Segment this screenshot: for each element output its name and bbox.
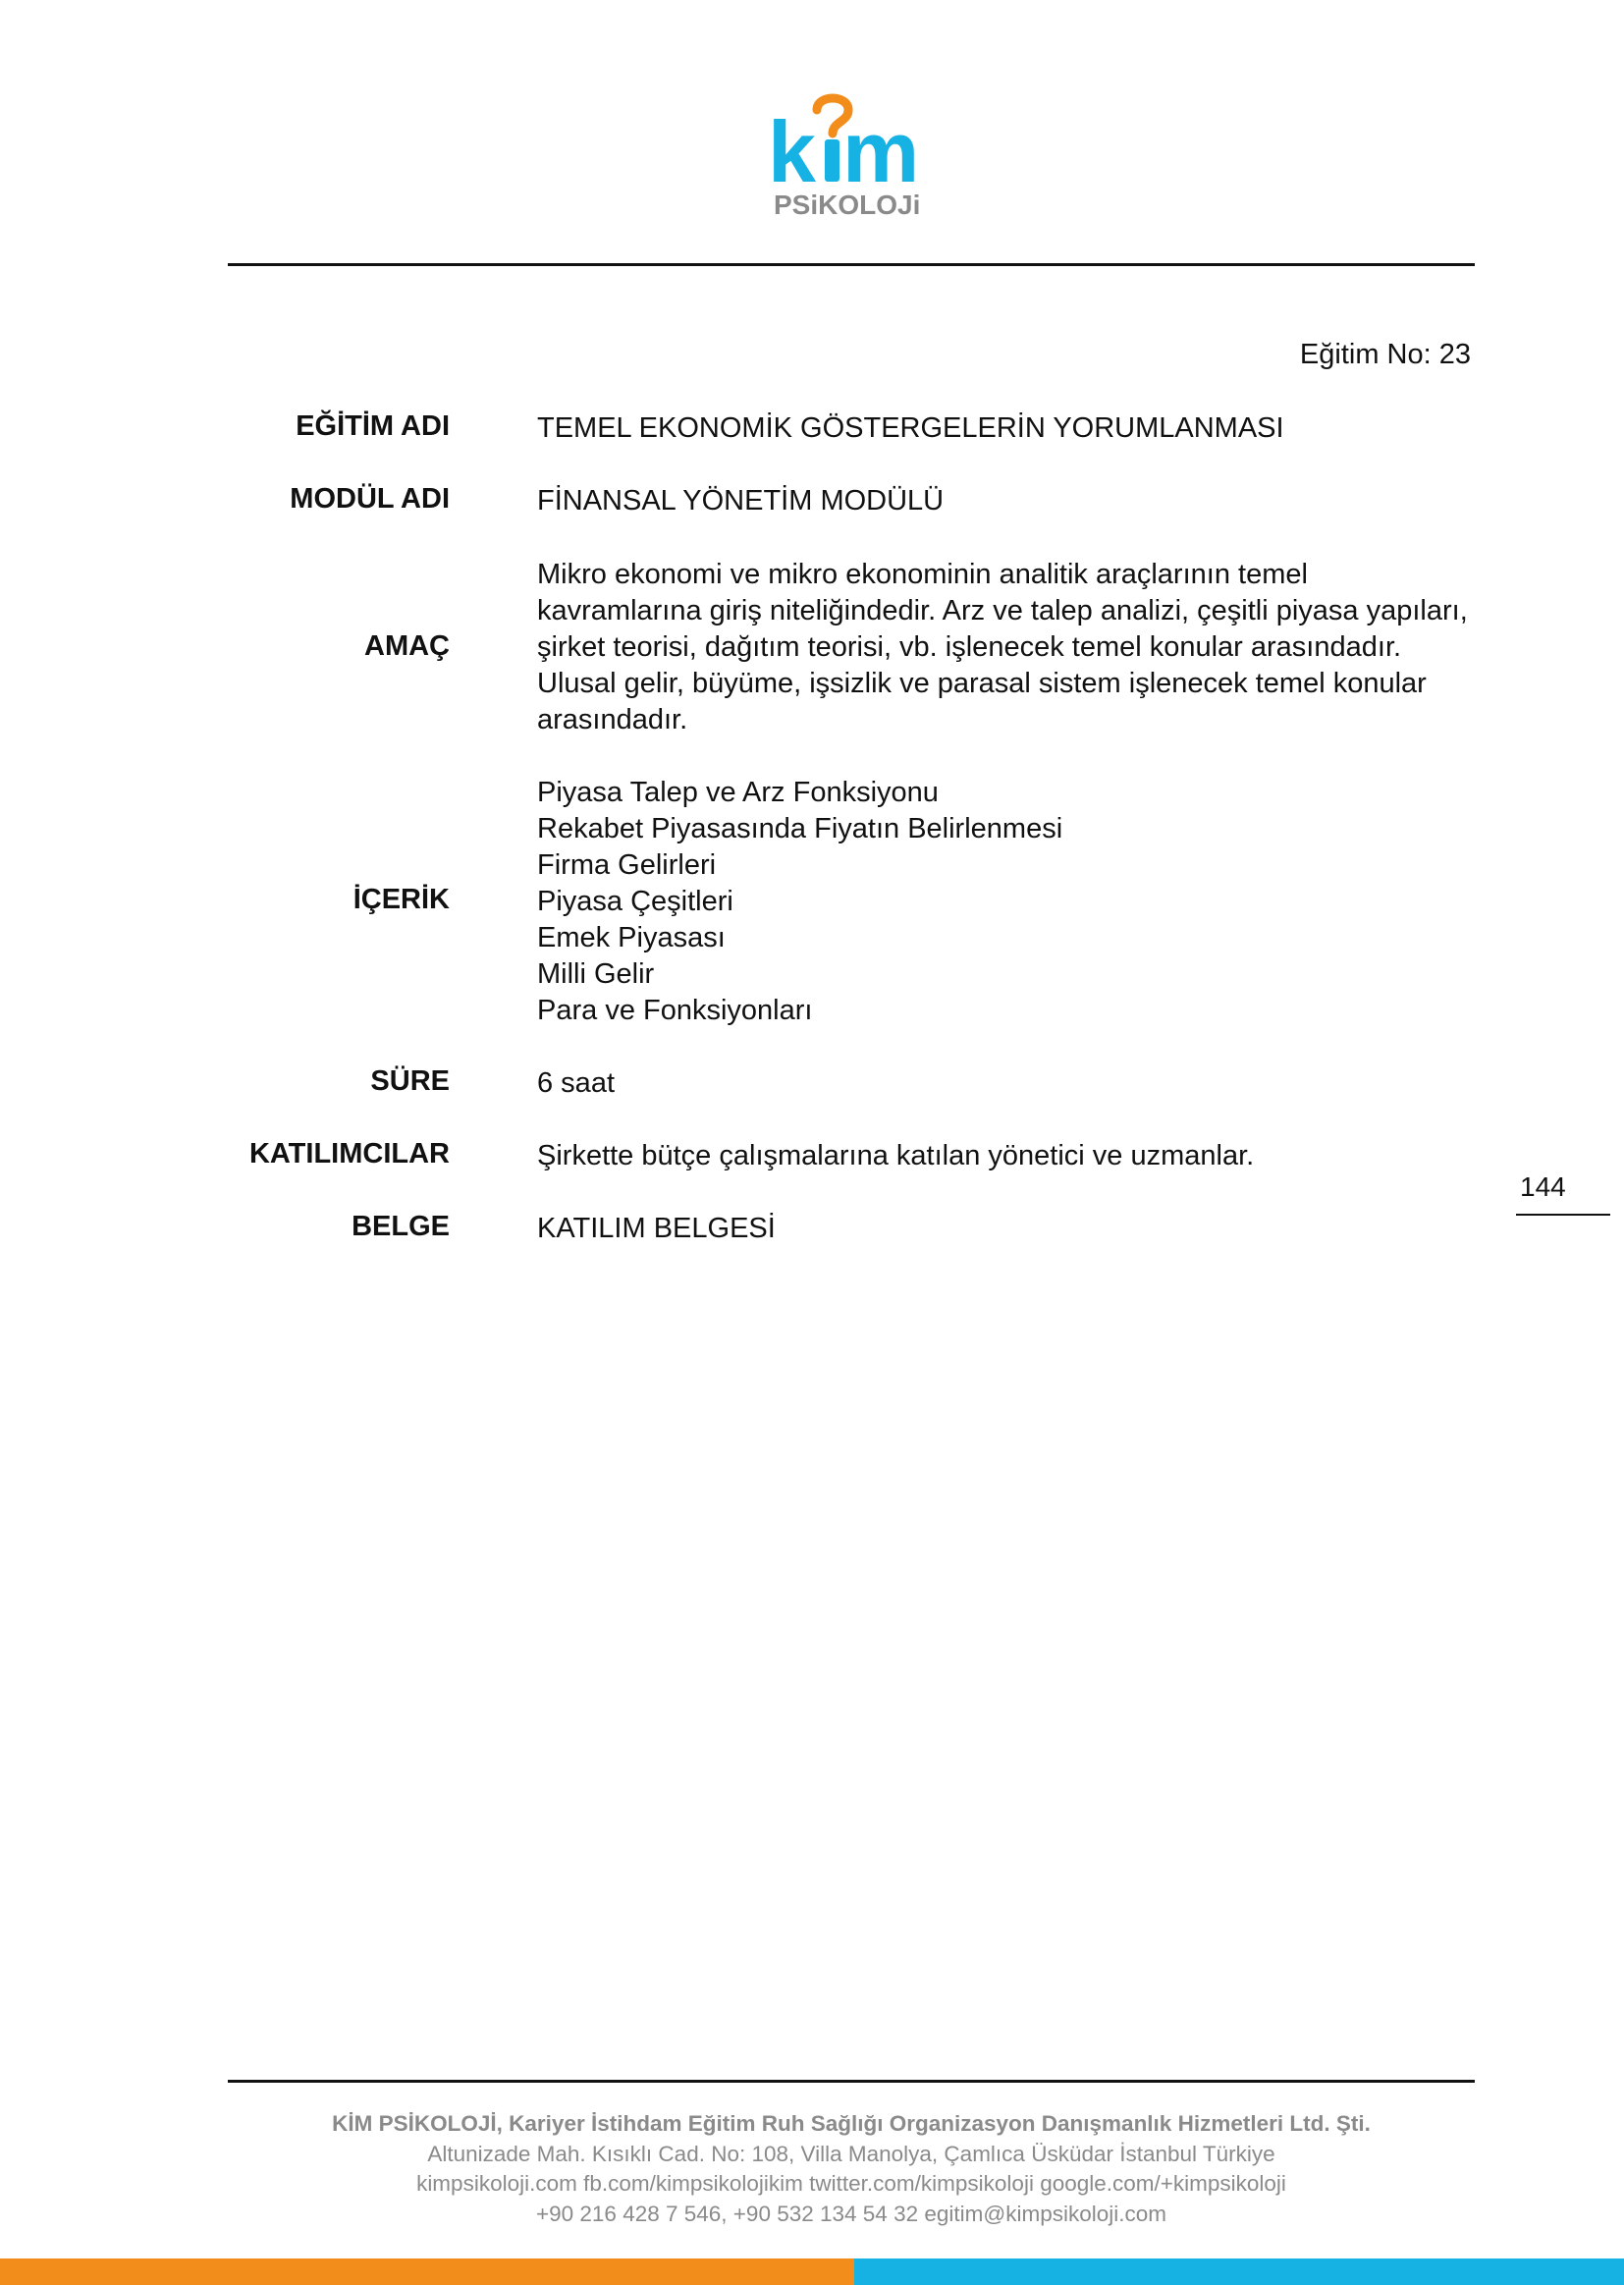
svg-text:m: m [842,103,920,200]
list-item: Para ve Fonksiyonları [537,995,813,1026]
list-item: Piyasa Talep ve Arz Fonksiyonu [537,777,939,808]
footer-band-blue [854,2258,1624,2285]
purpose-text [537,557,1480,738]
field-value: FİNANSAL YÖNETİM MODÜLÜ [537,485,945,517]
field-label: BELGE [352,1211,450,1242]
footer-band-orange [0,2258,854,2285]
company-logo [746,88,943,221]
company-name: KİM PSİKOLOJİ, [332,2111,503,2136]
list-item: Piyasa Çeşitleri [537,886,733,917]
field-label: MODÜL ADI [290,483,450,515]
text-line: arasındadır. [537,704,688,735]
text-line: kavramlarına giriş niteliğindedir. Arz ve talep analizi, çeşitli piyasa yapıları, [537,595,1468,626]
page-number: 144 [1520,1171,1566,1202]
field-label: AMAÇ [364,630,450,662]
text-line: şirket teorisi, dağıtım teorisi, vb. işlenecek temel konular arasındadır. [537,631,1402,663]
page-number-underline [1516,1214,1610,1216]
field-value: TEMEL EKONOMİK GÖSTERGELERİN YORUMLANMASI [537,412,1284,444]
svg-text:PSiKOLOJi: PSiKOLOJi [774,190,921,220]
field-label: İÇERİK [352,884,450,915]
footer-divider [228,2080,1475,2083]
field-value: 6 saat [537,1067,615,1099]
field-label: SÜRE [370,1065,450,1097]
content-list [537,775,1480,1029]
list-item: Rekabet Piyasasında Fiyatın Belirlenmesi [537,813,1063,844]
list-item: Firma Gelirleri [537,849,717,881]
list-item: Milli Gelir [537,958,655,990]
footer-company [228,2109,1475,2140]
field-value: Şirkette bütçe çalışmalarına katılan yönetici ve uzmanlar. [537,1140,1255,1171]
field-label: EĞİTİM ADI [296,410,450,442]
field-label: KATILIMCILAR [248,1138,450,1170]
footer-web-links: kimpsikoloji.com fb.com/kimpsikolojikim twitter.com/kimpsikoloji google.com/+kimpsikoloji [416,2171,1286,2196]
field-value: KATILIM BELGESİ [537,1213,776,1244]
text-line: Mikro ekonomi ve mikro ekonominin analitik araçlarının temel [537,559,1308,590]
header-divider [228,263,1475,266]
list-item: Emek Piyasası [537,922,726,953]
footer-contact: +90 216 428 7 546, +90 532 134 54 32 egitim@kimpsikoloji.com [535,2201,1166,2226]
training-number: Eğitim No: 23 [1299,339,1471,370]
company-description: Kariyer İstihdam Eğitim Ruh Sağlığı Organizasyon Danışmanlık Hizmetleri Ltd. Şti. [502,2111,1371,2136]
footer-address: Altunizade Mah. Kısıklı Cad. No: 108, Villa Manolya, Çamlıca Üsküdar İstanbul Türkiye [427,2141,1275,2166]
footer [228,2109,1475,2229]
svg-text:k: k [768,103,816,200]
text-line: Ulusal gelir, büyüme, işsizlik ve parasal sistem işlenecek temel konular [537,668,1427,699]
